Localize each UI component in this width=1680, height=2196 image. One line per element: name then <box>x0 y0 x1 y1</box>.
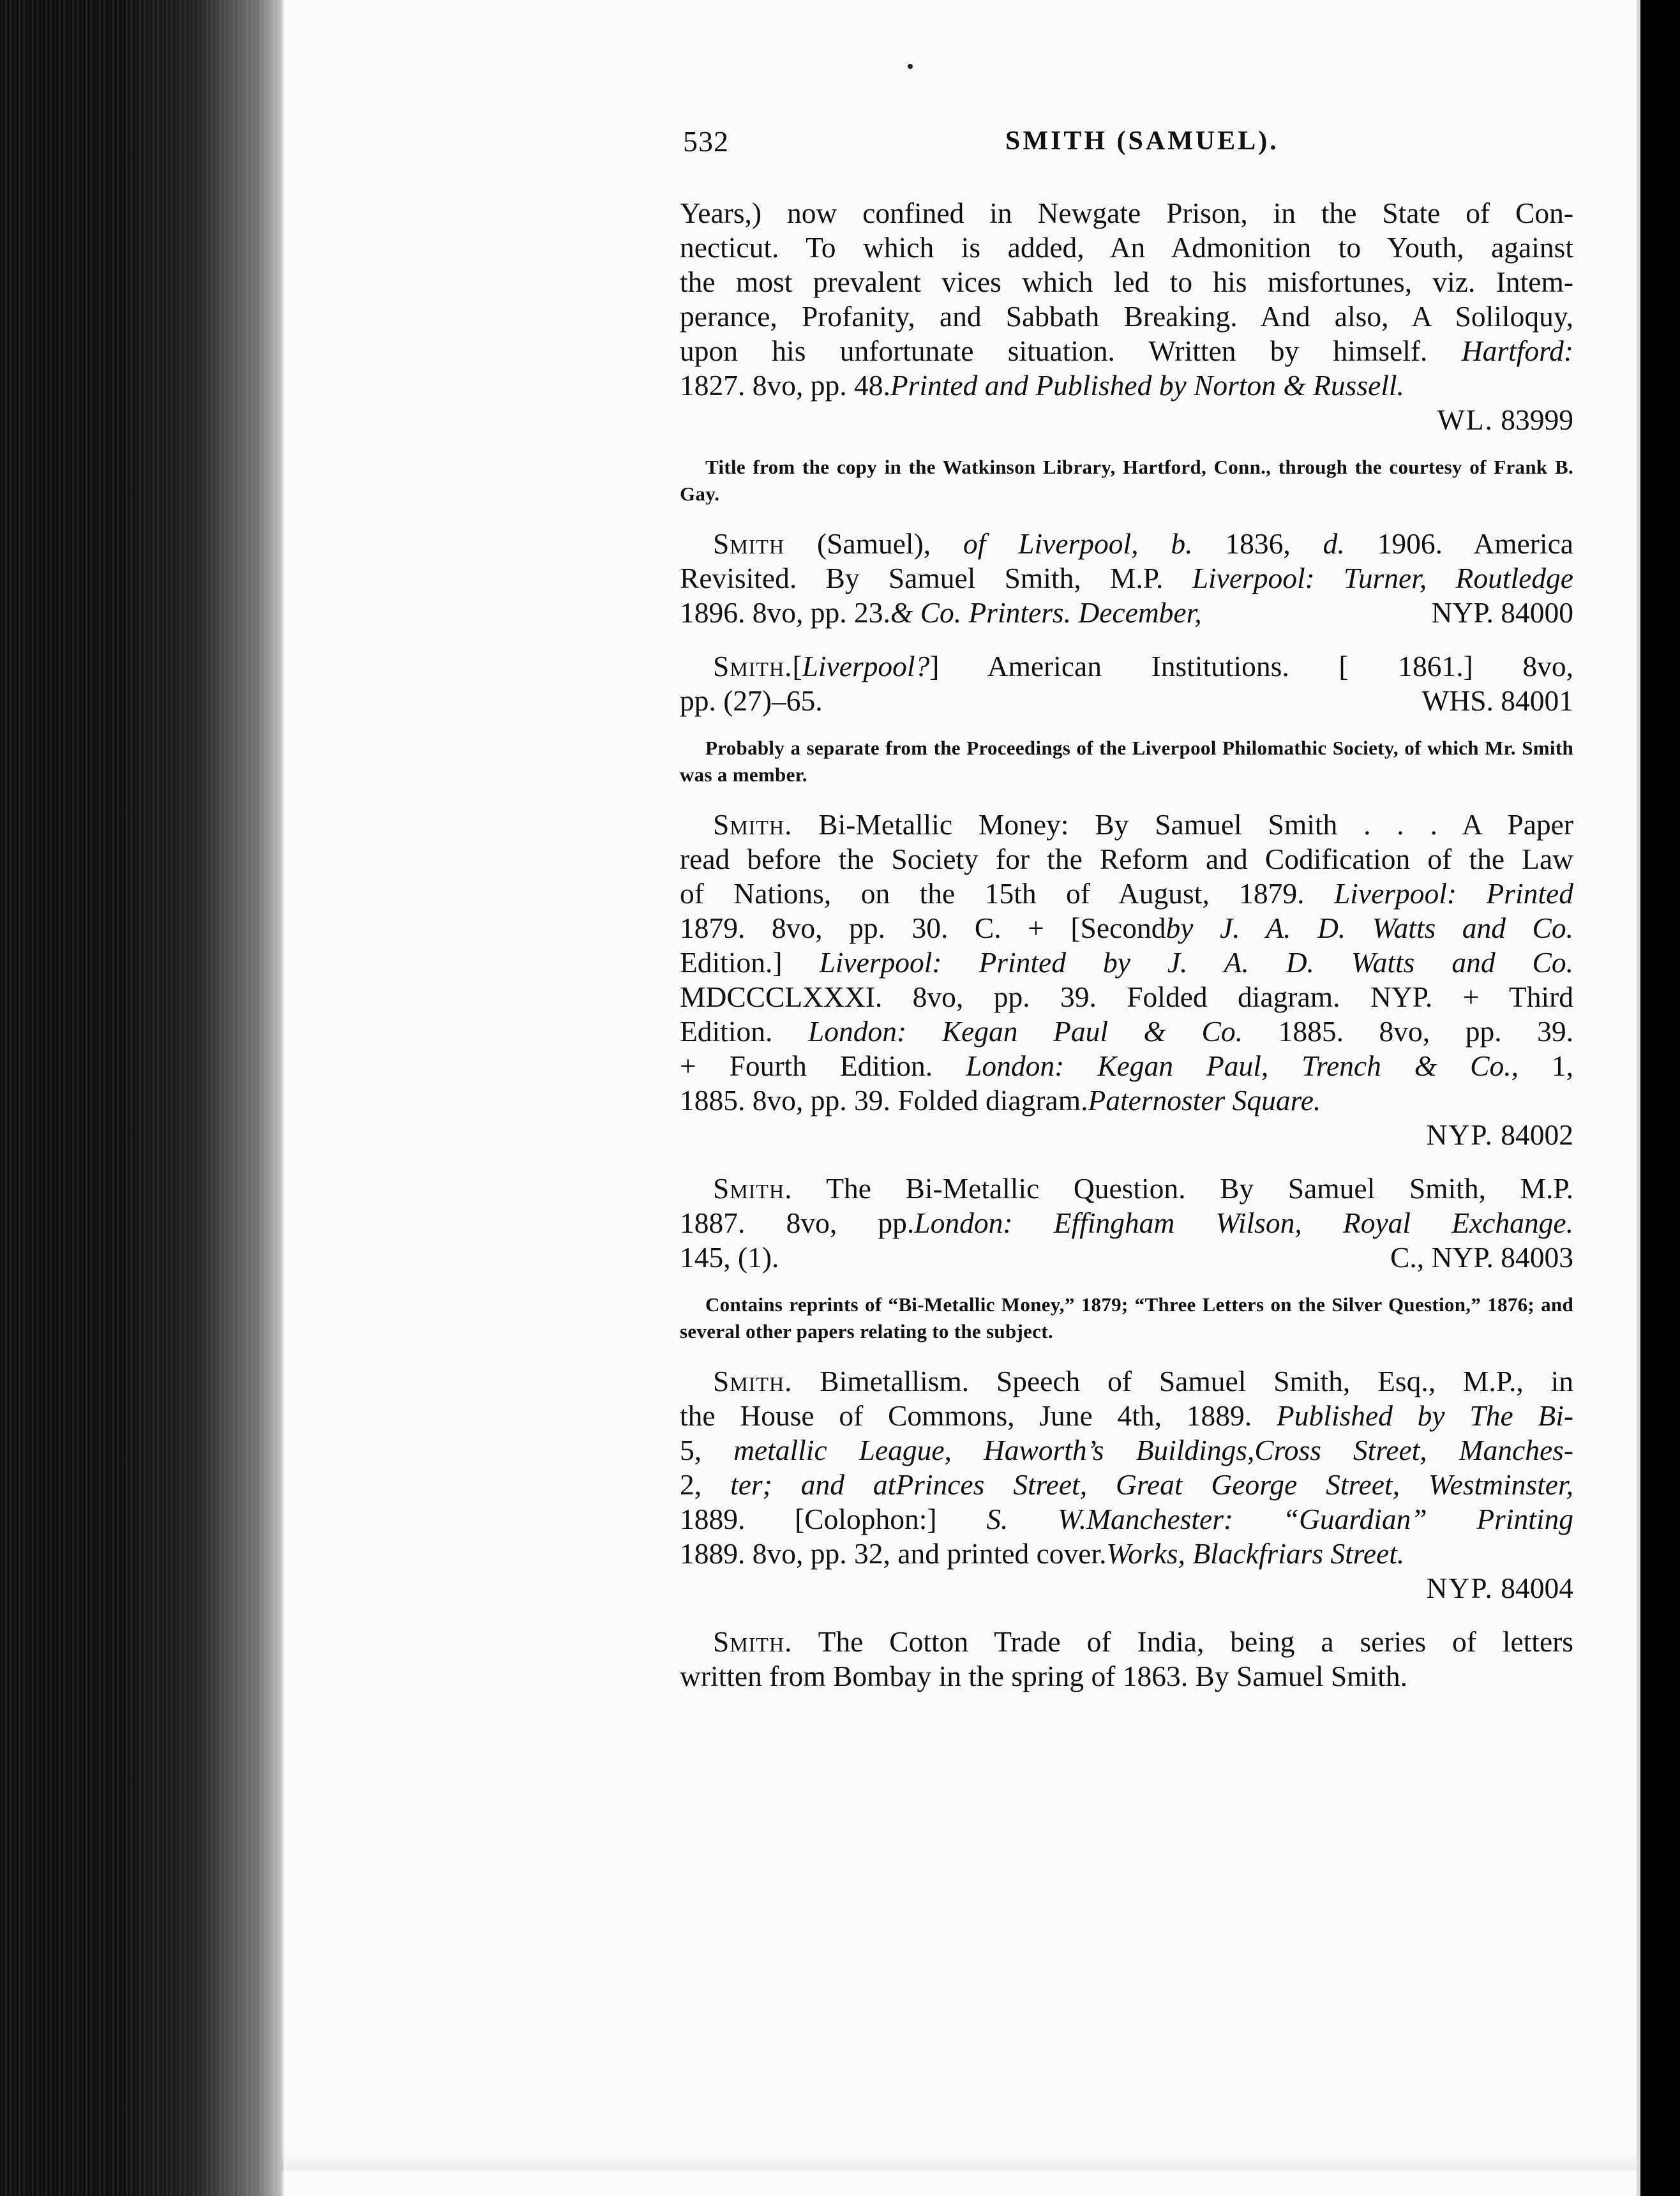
italic-text: & Co. Printers. December, <box>890 596 1202 629</box>
entry-line <box>680 596 1573 630</box>
line-text <box>680 946 1573 979</box>
entry-line <box>680 230 1573 265</box>
line-text <box>680 684 823 718</box>
author-name: Smith. <box>713 650 793 682</box>
plain-text: + Fourth Edition. <box>680 1049 966 1082</box>
plain-text: Revisited. By Samuel Smith, M.P. <box>680 562 1192 594</box>
entry-line <box>680 1537 1573 1571</box>
italic-text: d. <box>1323 527 1345 560</box>
line-text <box>680 1049 1573 1082</box>
entry-line <box>680 527 1573 561</box>
entry-line <box>680 1433 1573 1468</box>
line-text <box>680 1240 779 1275</box>
entry-number: 83999 <box>1493 403 1573 436</box>
bibliography-entry <box>680 649 1573 788</box>
entry-line <box>680 1240 1573 1275</box>
italic-text: Liverpool: Printed <box>1333 877 1573 910</box>
entry-line <box>680 1083 1573 1118</box>
plain-text: 1827. 8vo, pp. 48. <box>680 369 890 402</box>
plain-text: necticut. To which is added, An Admonition to Youth, against <box>680 231 1573 264</box>
line-text <box>680 335 1573 367</box>
line-text <box>713 1625 1573 1658</box>
bibliography-entry <box>680 196 1573 508</box>
line-text <box>680 1468 1573 1501</box>
line-text <box>680 1503 1573 1535</box>
italic-text: Princes Street, Great George Street, Westminster, <box>896 1468 1573 1501</box>
library-reference <box>680 1571 1573 1606</box>
entry-line <box>680 876 1573 911</box>
running-head: SMITH (SAMUEL). <box>1005 126 1279 156</box>
line-text <box>680 300 1573 333</box>
plain-text: 1836, <box>1192 527 1323 560</box>
entry-line <box>680 1364 1573 1399</box>
plain-text: MDCCCLXXXI. 8vo, pp. 39. Folded diagram. NYP. + Third <box>680 981 1573 1013</box>
entry-line <box>680 649 1573 684</box>
library-code: NYP. <box>1426 1572 1494 1604</box>
plain-text: 1885. 8vo, pp. 39. Folded diagram. <box>680 1084 1088 1117</box>
plain-text: 2, <box>680 1468 731 1501</box>
library-reference: NYP. 84000 <box>1431 596 1573 629</box>
author-name: Smith. <box>713 1365 793 1397</box>
italic-text: London: Kegan Paul & Co. <box>807 1015 1243 1048</box>
line-text <box>713 1365 1573 1397</box>
entry-note: Title from the copy in the Watkinson Library, Hartford, Conn., through the courtesy of Frank B. Gay. <box>680 456 1573 505</box>
plain-text: the House of Commons, June 4th, 1889. <box>680 1399 1277 1432</box>
plain-text: The Bi-Metallic Question. By Samuel Smith, M.P. <box>792 1172 1573 1205</box>
line-text <box>680 596 1202 630</box>
page-content <box>680 124 1573 1694</box>
plain-text: pp. (27)–65. <box>680 684 823 717</box>
page-number: 532 <box>683 125 729 158</box>
entry-line <box>680 1206 1573 1240</box>
plain-text: written from Bombay in the spring of 1863. By Samuel Smith. <box>680 1660 1407 1692</box>
plain-text: perance, Profanity, and Sabbath Breaking. And also, A Soliloquy, <box>680 300 1573 333</box>
author-name: Smith <box>713 527 785 560</box>
entry-line <box>680 945 1573 980</box>
line-text <box>680 231 1573 264</box>
line-text <box>680 1434 1573 1466</box>
author-name: Smith. <box>713 1172 793 1205</box>
italic-text: Liverpool? <box>802 650 930 682</box>
italic-text: Cross Street, Manches- <box>1254 1434 1574 1466</box>
entry-note: Probably a separate from the Proceedings of the Liverpool Philomathic Society, of which Mr. Smith was a member. <box>680 737 1573 786</box>
line-text <box>680 369 1404 402</box>
entry-number: 84004 <box>1493 1572 1573 1604</box>
line-text <box>680 197 1573 229</box>
gutter-shading <box>115 0 294 2196</box>
plain-text: 1889. [Colophon:] <box>680 1503 987 1535</box>
line-text <box>713 527 1573 560</box>
line-text <box>713 808 1573 841</box>
entry-line <box>680 1014 1573 1049</box>
entry-line <box>680 808 1573 842</box>
plain-text: the most prevalent vices which led to his misfortunes, viz. Intem- <box>680 266 1573 298</box>
page-header <box>680 124 1573 169</box>
plain-text: read before the Society for the Reform and Codification of the Law <box>680 843 1573 875</box>
entry-line <box>680 196 1573 230</box>
line-text <box>680 562 1573 594</box>
entry-line <box>680 1468 1573 1502</box>
library-code: WL. <box>1437 403 1494 436</box>
page-bottom-shadow <box>281 2153 1640 2170</box>
entry-line <box>680 980 1573 1014</box>
plain-text: ] American Institutions. [ <box>929 650 1349 682</box>
bibliography-entry <box>680 1364 1573 1606</box>
plain-text: upon his unfortunate situation. Written by himself. <box>680 335 1462 367</box>
italic-text: Liverpool: Turner, Routledge <box>1192 562 1573 594</box>
italic-text: Liverpool: Printed by J. A. D. Watts and Co. <box>819 946 1573 979</box>
line-text <box>713 1172 1573 1205</box>
plain-text: 1889. 8vo, pp. 32, and printed cover. <box>680 1537 1107 1570</box>
line-text <box>680 1399 1573 1432</box>
plain-text: [ <box>792 650 802 682</box>
bibliography-entry <box>680 1625 1573 1694</box>
italic-text: Manchester: “Guardian” Printing <box>1086 1503 1574 1535</box>
plain-text: of Nations, on the 15th of August, 1879. <box>680 877 1334 910</box>
italic-text: Works, Blackfriars Street. <box>1106 1537 1405 1570</box>
line-text <box>680 981 1573 1013</box>
entry-line <box>680 842 1573 876</box>
entry-line <box>680 1399 1573 1433</box>
bibliography-entry <box>680 1171 1573 1345</box>
plain-text: Edition.] <box>680 946 820 979</box>
entry-line <box>680 334 1573 368</box>
italic-text: London: Kegan Paul, Trench & Co., <box>966 1049 1519 1082</box>
plain-text: 1, <box>1518 1049 1573 1082</box>
italic-text: S. W. <box>986 1503 1087 1535</box>
italic-text: of Liverpool, b. <box>963 527 1193 560</box>
entry-line <box>680 1171 1573 1206</box>
entry-line <box>680 1502 1573 1537</box>
line-text <box>680 1207 1573 1239</box>
italic-text: metallic League, Haworth’s Buildings, <box>733 1434 1255 1466</box>
scan-right-border <box>1640 0 1680 2196</box>
plain-text: 145, (1). <box>680 1241 779 1274</box>
library-code: NYP. <box>1426 1118 1494 1151</box>
entry-line <box>680 911 1573 945</box>
author-name: Smith. <box>713 1625 793 1658</box>
plain-text: 1861.] 8vo, <box>1348 650 1574 682</box>
library-reference <box>680 1118 1573 1152</box>
italic-text: Published by The Bi- <box>1276 1399 1573 1432</box>
italic-text: Paternoster Square. <box>1088 1084 1321 1117</box>
plain-text: The Cotton Trade of India, being a series of letters <box>792 1625 1573 1658</box>
plain-text: Years,) now confined in Newgate Prison, in the State of Con- <box>680 197 1573 229</box>
plain-text: 1887. 8vo, pp. <box>680 1207 915 1239</box>
italic-text: ter; and at <box>730 1468 896 1501</box>
italic-text: by J. A. D. Watts and Co. <box>1166 912 1573 944</box>
plain-text: (Samuel), <box>784 527 963 560</box>
plain-text: 1879. 8vo, pp. 30. C. + [Second <box>680 912 1166 944</box>
line-text <box>680 1015 1573 1048</box>
line-text <box>680 1084 1321 1117</box>
entry-note: Contains reprints of “Bi-Metallic Money,” 1879; “Three Letters on the Silver Question,” 1876; and several other papers relating to the subject. <box>680 1293 1573 1342</box>
entry-line <box>680 368 1573 403</box>
italic-text: Printed and Published by Norton & Russell. <box>890 369 1404 402</box>
plain-text: 1896. 8vo, pp. 23. <box>680 596 890 629</box>
library-reference: C., NYP. 84003 <box>1390 1241 1573 1274</box>
plain-text: 1906. America <box>1344 527 1573 560</box>
plain-text: Edition. <box>680 1015 808 1048</box>
entry-number: 84002 <box>1493 1118 1573 1151</box>
entry-line <box>680 1049 1573 1083</box>
bibliography-entry <box>680 527 1573 630</box>
entries-list <box>680 196 1573 1694</box>
bibliography-entry <box>680 808 1573 1152</box>
entry-line <box>680 684 1573 718</box>
author-name: Smith. <box>713 808 793 841</box>
entry-line <box>680 561 1573 596</box>
entry-line <box>680 1625 1573 1659</box>
entry-line <box>680 265 1573 299</box>
plain-text: 5, <box>680 1434 734 1466</box>
plain-text: 1885. 8vo, pp. 39. <box>1243 1015 1574 1048</box>
line-text <box>680 912 1573 944</box>
plain-text: Bi-Metallic Money: By Samuel Smith . . . A Paper <box>792 808 1573 841</box>
line-text <box>680 266 1573 298</box>
line-text <box>680 843 1573 875</box>
line-text <box>713 650 1573 682</box>
plain-text: Bimetallism. Speech of Samuel Smith, Esq., M.P., in <box>792 1365 1573 1397</box>
line-text <box>680 1537 1404 1570</box>
library-reference: WHS. 84001 <box>1421 684 1573 717</box>
italic-text: London: Effingham Wilson, Royal Exchange. <box>914 1207 1574 1239</box>
line-text <box>680 877 1573 910</box>
library-reference <box>680 403 1573 437</box>
print-speck <box>908 64 913 69</box>
italic-text: Hartford: <box>1461 335 1573 367</box>
entry-line <box>680 299 1573 334</box>
line-text <box>680 1660 1407 1692</box>
entry-line <box>680 1659 1573 1694</box>
